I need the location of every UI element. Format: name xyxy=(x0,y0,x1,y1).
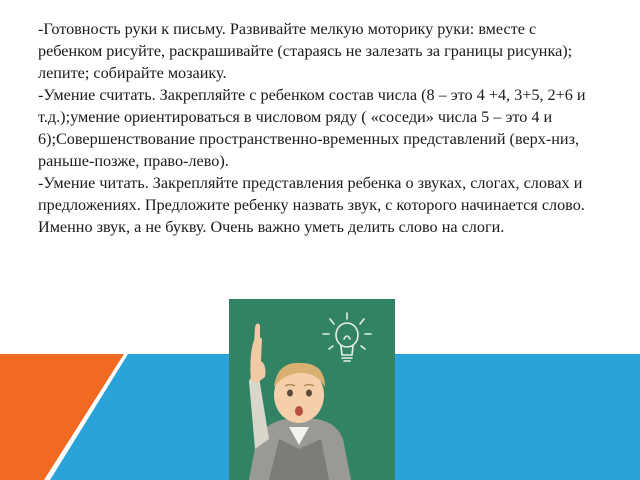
slide-text xyxy=(38,18,604,238)
paragraph-counting: -Умение считать. Закрепляйте с ребенком состав числа (8 – это 4 +4, 3+5, 2+6 и т.д.);умение ориентироваться в числовом ряду ( «соседи» числа 5 – это 4 и 6);Совершенствование пространственно-временных представлений (верх-низ, раньше-позже, право-лево). xyxy=(38,86,586,170)
paragraph-reading: -Умение читать. Закрепляйте представления ребенка о звуках, слогах, словах и предложениях. Предложите ребенку назвать звук, с которого начинается слово. Именно звук, а не букву. Очень важно уметь делить слово на слоги. xyxy=(38,174,585,236)
child-photo xyxy=(229,299,395,480)
paragraph-writing: -Готовность руки к письму. Развивайте мелкую моторику руки: вместе с ребенком рисуйте, раскрашивайте (стараясь не залезать за границы рисунка); лепите; собирайте мозаику. xyxy=(38,20,573,82)
